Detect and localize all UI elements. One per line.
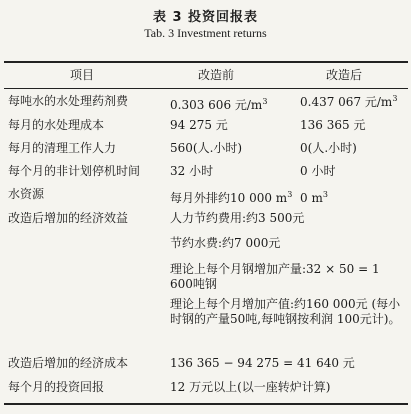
row-item-water-resource: 水资源	[8, 187, 45, 201]
header-rule	[4, 88, 408, 89]
row-before-water-treatment-cost: 94 275 元	[170, 118, 228, 132]
row-after-cleaning-labor: 0(人.小时)	[300, 141, 357, 155]
row-item-cleaning-labor: 每月的清理工作人力	[8, 141, 117, 155]
row-before-cleaning-labor: 560(人.小时)	[170, 141, 243, 155]
benefit-water-saving: 节约水费:约7 000元	[170, 236, 281, 250]
header-after: 改造后	[326, 68, 363, 82]
row-value-investment-return: 12 万元以上(以一座转炉计算)	[170, 380, 331, 394]
row-after-water-treatment-cost: 136 365 元	[300, 118, 366, 132]
row-item-chemical-cost: 每吨水的水处理药剂费	[8, 94, 129, 108]
table-title-cn: 表 3 投资回报表	[152, 10, 259, 25]
header-before: 改造前	[198, 68, 235, 82]
row-item-economic-cost: 改造后增加的经济成本	[8, 356, 129, 370]
header-item: 项目	[70, 68, 95, 82]
top-rule	[4, 61, 408, 63]
row-item-water-treatment-cost: 每月的水处理成本	[8, 118, 105, 132]
row-item-investment-return: 每个月的投资回报	[8, 380, 105, 394]
benefit-labor-saving: 人力节约费用:约3 500元	[170, 211, 305, 225]
row-after-chemical-cost: 0.437 067 元$/m^3$	[300, 94, 398, 109]
row-item-economic-benefit: 改造后增加的经济效益	[8, 211, 129, 225]
row-after-downtime: 0 小时	[300, 164, 336, 178]
row-before-water-resource: 每月外排约10 000 $m^3$	[170, 190, 293, 205]
row-before-downtime: 32 小时	[170, 164, 214, 178]
benefit-output-value: 理论上每个月增加产值:约160 000元 (每小时钢的产量50吨,每吨钢按利润 100元计)。	[170, 297, 401, 326]
row-before-chemical-cost: 0.303 606 元$/m^3$	[170, 97, 268, 112]
bottom-rule	[4, 403, 408, 405]
row-after-water-resource: 0 $m^3$	[300, 190, 328, 205]
row-item-downtime: 每个月的非计划停机时间	[8, 164, 141, 178]
table-title-en: Tab. 3 Investment returns	[144, 26, 267, 40]
benefit-steel-output: 理论上每个月钢增加产量:32 × 50 = 1 600吨钢	[170, 262, 380, 291]
row-value-economic-cost: 136 365 − 94 275 = 41 640 元	[170, 356, 355, 370]
